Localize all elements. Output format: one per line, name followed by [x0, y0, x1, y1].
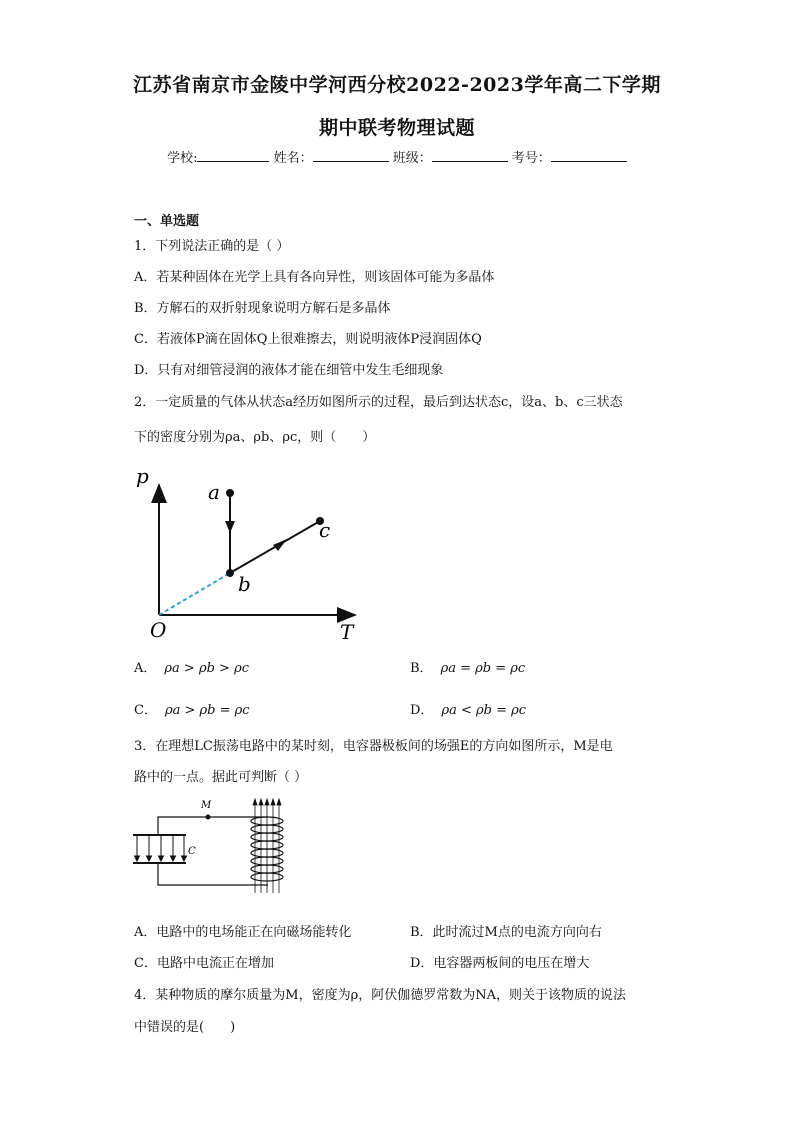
school-label: 学校: — [167, 151, 198, 166]
origin-label: O — [150, 618, 167, 642]
q2-option-d-text: ρa < ρb = ρc — [441, 703, 527, 718]
q1-option-b[interactable]: B．方解石的双折射现象说明方解石是多晶体 — [134, 301, 391, 316]
section-title: 一、单选题 — [134, 214, 200, 229]
y-axis-label: p — [136, 464, 149, 488]
dashed-origin-line — [159, 573, 230, 615]
q2-option-a-text: ρa > ρb > ρc — [164, 661, 249, 676]
label-a: a — [208, 480, 220, 504]
q3-stem-line1: 3．在理想LC振荡电路中的某时刻，电容器极板间的场强E的方向如图所示，M是电 — [134, 739, 613, 754]
q3-option-a[interactable]: A．电路中的电场能正在向磁场能转化 — [134, 925, 352, 940]
q4-stem-line2: 中错误的是( ) — [134, 1020, 236, 1035]
q2-option-a[interactable] — [134, 657, 249, 676]
magnetic-field-lines — [253, 799, 281, 893]
q1-option-c[interactable]: C．若液体P滴在固体Q上很难擦去，则说明液体P浸润固体Q — [134, 332, 482, 347]
q2-option-d-label: D． — [410, 703, 434, 718]
exam-no-blank[interactable] — [551, 149, 627, 162]
q3-option-d[interactable]: D．电容器两板间的电压在增大 — [410, 956, 590, 971]
q2-option-c-label: C． — [134, 703, 157, 718]
point-m-label: M — [201, 800, 212, 811]
q2-stem-line2: 下的密度分别为ρa、ρb、ρc，则（ ） — [134, 430, 376, 445]
q2-option-c-text: ρa > ρb = ρc — [164, 703, 250, 718]
class-blank[interactable] — [432, 149, 508, 162]
arrow-b-c-icon — [273, 539, 287, 551]
x-axis-label: T — [340, 620, 354, 644]
q2-option-c[interactable] — [134, 699, 250, 718]
q2-pt-graph — [130, 455, 370, 645]
bottom-wire — [158, 863, 268, 885]
q3-lc-circuit — [128, 795, 298, 895]
school-blank[interactable] — [197, 149, 269, 162]
q1-option-d[interactable]: D．只有对细管浸润的液体才能在细管中发生毛细现象 — [134, 363, 444, 378]
q4-stem-line1: 4．某种物质的摩尔质量为M，密度为ρ，阿伏伽德罗常数为NA，则关于该物质的说法 — [134, 988, 626, 1003]
student-info-line — [0, 147, 794, 166]
q2-option-a-label: A． — [134, 661, 157, 676]
page-title-line1: 江苏省南京市金陵中学河西分校2022-2023学年高二下学期 — [133, 74, 661, 96]
q2-option-b-text: ρa = ρb = ρc — [440, 661, 526, 676]
class-label: 班级： — [392, 151, 432, 166]
q1-option-a[interactable]: A．若某种固体在光学上具有各向异性，则该固体可能为多晶体 — [134, 270, 495, 285]
exam-no-label: 考号： — [511, 151, 551, 166]
name-label: 姓名： — [273, 151, 313, 166]
point-a — [226, 489, 234, 497]
q3-option-b[interactable]: B．此时流过M点的电流方向向右 — [410, 925, 602, 940]
q2-option-b-label: B． — [410, 661, 433, 676]
q2-option-b[interactable] — [410, 657, 525, 676]
label-b: b — [238, 572, 251, 596]
q3-option-c[interactable]: C．电路中电流正在增加 — [134, 956, 274, 971]
label-c: c — [319, 518, 331, 542]
arrow-a-b-icon — [225, 521, 235, 533]
q2-stem-line1: 2．一定质量的气体从状态a经历如图所示的过程，最后到达状态c，设a、b、c三状态 — [134, 395, 623, 410]
point-m — [206, 815, 211, 820]
page-title-line2: 期中联考物理试题 — [318, 117, 475, 139]
q1-stem: 1．下列说法正确的是（ ） — [134, 239, 290, 254]
q2-option-d[interactable] — [410, 699, 526, 718]
name-blank[interactable] — [313, 149, 389, 162]
point-b — [226, 569, 234, 577]
field-arrows — [135, 836, 187, 861]
capacitor-label: C — [188, 846, 196, 857]
q3-stem-line2: 路中的一点。据此可判断（ ） — [134, 770, 308, 785]
